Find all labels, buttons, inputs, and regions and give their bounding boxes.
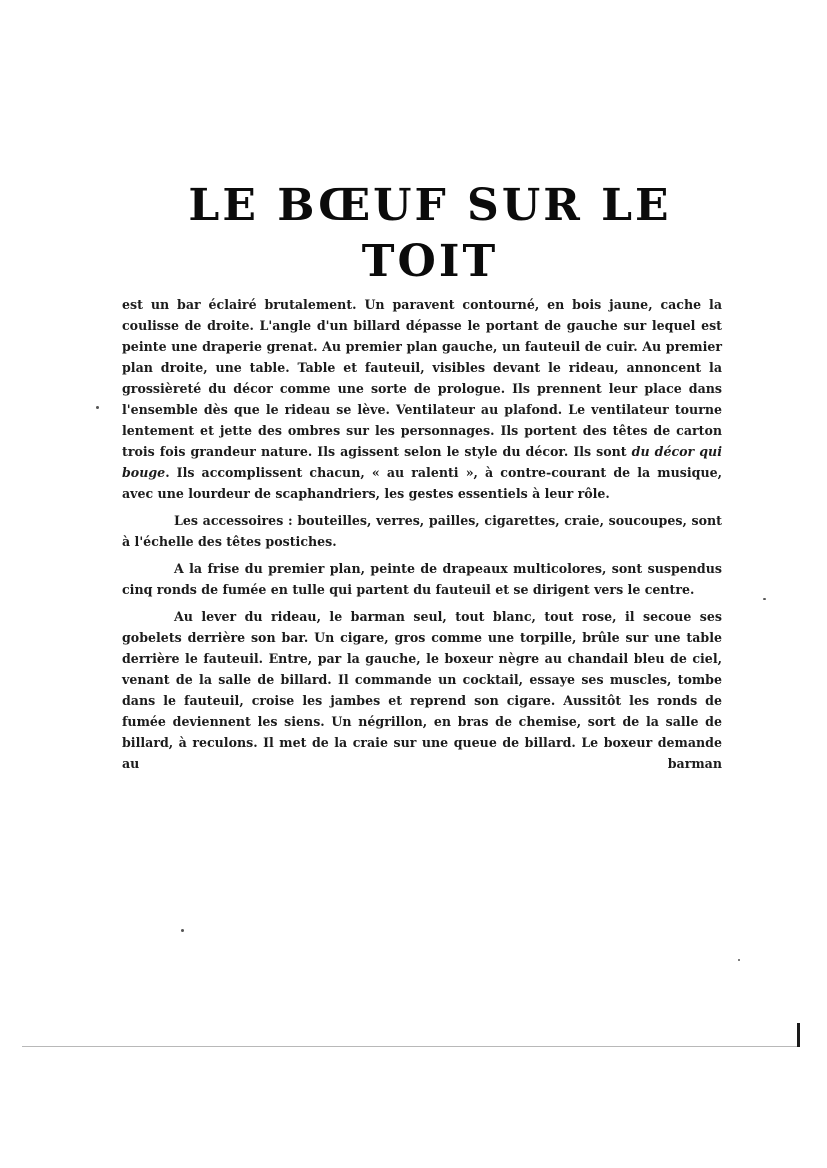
scan-speck	[96, 406, 99, 409]
page-bottom-rule	[22, 1046, 798, 1047]
paragraph-text: est un bar éclairé brutalement. Un paravent contourné, en bois jaune, cache la coulisse de droite. L'angle d'un billard dépasse le portant de gauche sur lequel est peinte une draperie grenat. Au premier plan gauche, un fauteuil de cuir. Au premier plan droite, une table. Table et fauteuil, visibles devant le rideau, annoncent la grossièreté du décor comme une sorte de prologue. Ils prennent leur place dans l'ensemble dès que le rideau se lève. Ventilateur au plafond. Le ventilateur tourne lentement et jette des ombres sur les personnages. Ils portent des têtes de carton trois fois grandeur nature. Ils agissent selon le style du décor. Ils sont	[122, 297, 722, 459]
paragraph-text: A la frise du premier plan, peinte de drapeaux multicolores, sont suspendus cinq ronds de fumée en tulle qui partent du fauteuil et se dirigent vers le centre.	[122, 561, 722, 597]
paragraph	[122, 510, 722, 552]
scan-speck	[738, 959, 740, 961]
scan-speck	[763, 598, 766, 600]
emphasized-text: du décor qui bouge	[122, 444, 722, 480]
paragraph	[122, 294, 722, 504]
paragraph-text: Les accessoires : bouteilles, verres, pailles, cigarettes, craie, soucoupes, sont à l'échelle des têtes postiches.	[122, 513, 722, 549]
paragraph	[122, 558, 722, 600]
paragraph	[122, 606, 722, 774]
scan-speck	[181, 929, 184, 932]
page-edge-mark	[797, 1023, 800, 1047]
page-title: LE BŒUF SUR LE TOIT	[188, 180, 672, 287]
paragraph-text: . Ils accomplissent chacun, « au ralenti », à contre-courant de la musique, avec une lourdeur de scaphandriers, les gestes essentiels à leur rôle.	[122, 465, 722, 501]
paragraph-text: Au lever du rideau, le barman seul, tout blanc, tout rose, il secoue ses gobelets derrière son bar. Un cigare, gros comme une torpille, brûle sur une table derrière le fauteuil. Entre, par la gauche, le boxeur nègre au chandail bleu de ciel, venant de la salle de billard. Il commande un cocktail, essaye ses muscles, tombe dans le fauteuil, croise les jambes et reprend son cigare. Aussitôt les ronds de fumée deviennent les siens. Un négrillon, en bras de chemise, sort de la salle de billard, à reculons. Il met de la craie sur une queue de billard. Le boxeur demande au barman	[122, 609, 722, 771]
body-text	[122, 294, 722, 780]
